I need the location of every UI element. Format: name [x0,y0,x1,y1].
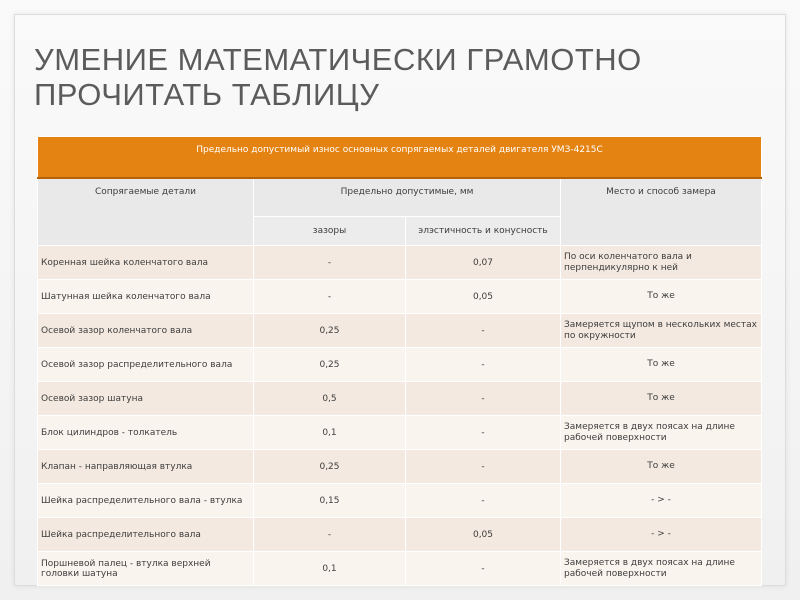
cell-ellipticity: - [406,348,561,382]
cell-ellipticity: 0,05 [406,518,561,552]
cell-gap: 0,1 [254,552,406,586]
table-caption: Предельно допустимый износ основных сопрягаемых деталей двигателя УМЗ-4215С [38,137,762,179]
cell-part: Шатунная шейка коленчатого вала [38,280,254,314]
table-row [38,484,762,518]
wear-limits-table [37,136,762,586]
cell-part: Осевой зазор коленчатого вала [38,314,254,348]
table-row [38,314,762,348]
table-row [38,518,762,552]
cell-place: - > - [561,484,762,518]
cell-place: По оси коленчатого вала и перпендикулярно к ней [561,246,762,280]
cell-place: Замеряется щупом в нескольких местах по окружности [561,314,762,348]
cell-ellipticity: 0,05 [406,280,561,314]
table-row [38,450,762,484]
cell-place: - > - [561,518,762,552]
cell-gap: - [254,246,406,280]
table-row [38,348,762,382]
cell-part: Поршневой палец - втулка верхней головки шатуна [38,552,254,586]
cell-part: Шейка распределительного вала - втулка [38,484,254,518]
table-row [38,552,762,586]
header-place: Место и способ замера [561,178,762,246]
cell-place: То же [561,280,762,314]
cell-place: Замеряется в двух поясах на длине рабочей поверхности [561,416,762,450]
header-gaps: зазоры [254,216,406,245]
table-container [37,136,761,586]
header-parts: Сопрягаемые детали [38,178,254,246]
cell-gap: 0,1 [254,416,406,450]
cell-part: Коренная шейка коленчатого вала [38,246,254,280]
cell-place: То же [561,382,762,416]
table-row [38,382,762,416]
cell-ellipticity: - [406,484,561,518]
cell-part: Шейка распределительного вала [38,518,254,552]
cell-ellipticity: - [406,552,561,586]
cell-ellipticity: - [406,416,561,450]
header-limits: Предельно допустимые, мм [254,178,561,216]
cell-part: Осевой зазор шатуна [38,382,254,416]
cell-place: То же [561,450,762,484]
table-row [38,280,762,314]
cell-place: То же [561,348,762,382]
cell-part: Осевой зазор распределительного вала [38,348,254,382]
cell-gap: 0,5 [254,382,406,416]
cell-gap: 0,25 [254,314,406,348]
cell-part: Блок цилиндров - толкатель [38,416,254,450]
cell-part: Клапан - направляющая втулка [38,450,254,484]
cell-gap: 0,25 [254,348,406,382]
cell-ellipticity: - [406,314,561,348]
cell-gap: 0,25 [254,450,406,484]
cell-ellipticity: - [406,450,561,484]
table-body [38,246,762,586]
cell-gap: - [254,518,406,552]
slide-title: УМЕНИЕ МАТЕМАТИЧЕСКИ ГРАМОТНО ПРОЧИТАТЬ ТАБЛИЦУ [34,42,642,112]
cell-gap: - [254,280,406,314]
table-row [38,416,762,450]
cell-ellipticity: - [406,382,561,416]
cell-gap: 0,15 [254,484,406,518]
header-ellipticity: элэстичность и конусность [406,216,561,245]
table-row [38,246,762,280]
cell-place: Замеряется в двух поясах на длине рабочей поверхности [561,552,762,586]
cell-ellipticity: 0,07 [406,246,561,280]
